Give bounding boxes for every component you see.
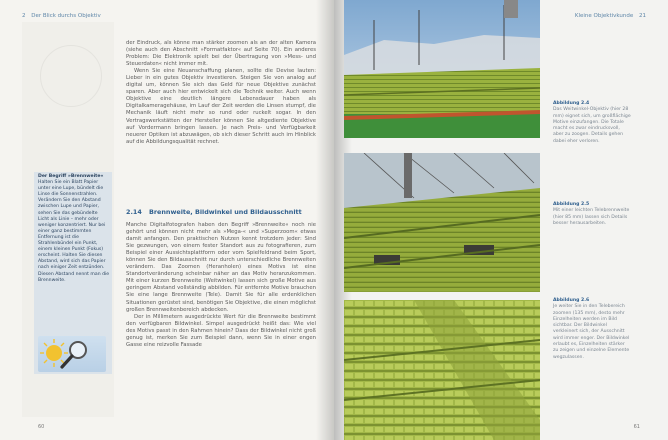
figure-caption-text: Je weiter Sie in den Telebereich zoomen (135 mm), desto mehr Einzelheiten werden im Bild sichtbar. Der Bildwinkel verkleinert sich, der Ausschnitt wird immer enger. Der Bildwinkel erlaubt es, Einzelheiten stärker zu zeigen und einzelne Elemente wegzulassen. — [553, 304, 630, 360]
paragraph: Wenn Sie eine Neuanschaffung planen, sollte die Devise lauten: Lieber in ein gutes Objektiv investieren. Steigen Sie von analog auf digital um, können Sie sich das Geld für neue Objektive zunächst sparen. Aber auch hier entwickelt sich die Technik weiter. Auch wenn Objektive eine deutlich längere Lebensdauer haben als Digitalkameragehäuse, im Lauf der Zeit werden die Linsen stumpf, die Mechanik läuft nicht mehr so rund oder ruckelt sogar. In den Vertragswerkstätten der Hersteller können Sie altgediente Objektive auf Vordermann bringen lassen. Je nach Preis- und Verfügbarkeit neuerer Optiken ist abzuwägen, ob sich dieser Schritt auch im Hinblick auf die Abbildungsqualität rechnet. — [126, 68, 316, 145]
stadium-photo-medium — [344, 153, 540, 292]
page-header-number: 21 — [639, 13, 646, 19]
running-head-left — [22, 13, 101, 19]
paragraph: Manche Digitalfotografen haben den Begriff »Brennweite« noch nie gehört und können nicht mehr als »Mega-« und »Superzoom« etwas damit anfangen. Den praktischen Nutzen kennt trotzdem jeder: Sind Sie gezwungen, von einem fester Standort aus zu fotografieren, zum Beispiel einer Aussichtsplattform oder vom Spielfeldrand beim Sport, können Sie den Bildausschnitt nur durch unterschiedliche Brennweiten verändern. Das Zoomen (Heranholen) eines Motivs ist eine Standortveränderung scheinbar näher an das Motiv heranzukommen. Mit einer kurzen Brennweite (Weitwinkel) lassen sich große Motive aus geringem Abstand vollständig abbilden. Für entfernte Motive brauchen Sie eine lange Brennweite (Tele). Damit Sie für alle erdenklichen Situationen gerüstet sind, benötigen Sie Objektive, die einen möglichst großen Brennweitenbereich abdecken. — [126, 222, 316, 313]
chapter-number: 2 — [22, 13, 26, 19]
stadium-photo-wide — [344, 0, 540, 138]
sidebar-text — [38, 174, 110, 284]
chapter-section-title: Kleine Objektivkunde — [574, 13, 634, 19]
figure-caption — [553, 101, 631, 145]
figure-label: Abbildung 2.4 — [553, 101, 590, 106]
stadium-photo-tele — [344, 300, 540, 440]
sun-and-magnifier-icon — [38, 336, 106, 372]
figure-caption-text: Das Weitwinkel-Objektiv (hier 28 mm) eignet sich, um großflächige Motive einzufangen. Die Totale macht es zwar eindrucksvoll, aber zu zoogen. Details gehen dabei eher verloren. — [553, 107, 631, 144]
paragraph: der Eindruck, als könne man stärker zoomen als an der alten Kamera (siehe auch den Abschnitt »Formatfaktor« auf Seite 70). Ein anderes Problem: Die Elektronik spielt bei der Übertragung von »Mess- und Steuerdaten« nicht immer mit. — [126, 40, 316, 68]
figure-caption — [553, 298, 631, 361]
body-text-section — [126, 222, 316, 349]
figure-label: Abbildung 2.5 — [553, 202, 590, 207]
figure-label: Abbildung 2.6 — [553, 298, 590, 303]
body-text-intro — [126, 40, 316, 146]
page-number-left: 60 — [38, 424, 45, 430]
sidebar-body: Halten Sie ein Blatt Papier unter eine Lupe, bündelt die Linse die Sonnenstrahlen. Verändern Sie den Abstand zwischen Lupe und Papier, sehen Sie das gebündelte Licht als Linie – mehr oder weniger konzentriert. Nur bei einer ganz bestimmten Entfernung ist die Strahlenbündel ein Punkt, einem kleinen Punkt (Fokus) erscheint. Halten Sie diesen Abstand, wird sich das Papier nach einiger Zeit entzünden. Diesen Abstand nennt man die Brennweite. — [38, 180, 110, 283]
section-title: Brennweite, Bildwinkel und Bildausschnitt — [149, 208, 302, 216]
page-number-right: 61 — [633, 424, 640, 430]
section-heading — [126, 208, 302, 216]
figure-caption-text: Mit einer leichten Telebrennweite (hier 85 mm) lassen sich Details besser herausarbeiten. — [553, 208, 630, 226]
compass-watermark-icon — [40, 45, 102, 107]
gutter-shadow-left — [316, 0, 334, 440]
running-head-right — [575, 13, 646, 19]
sidebar-title: Der Begriff »Brennweite« — [38, 174, 104, 179]
figure-caption — [553, 202, 631, 227]
section-number: 2.14 — [126, 208, 142, 216]
paragraph: Der in Millimetern ausgedrückte Wert für die Brennweite bestimmt den verfügbaren Bildwinkel. Simpel ausgedrückt heißt das: Wie viel des Motivs passt in den Rahmen hinein? Dass der Bildwinkel nicht groß genug ist, merken Sie zum Beispiel dann, wenn Sie in einer engen Gasse eine reizvolle Fassade — [126, 313, 316, 348]
chapter-title: Der Blick durchs Objektiv — [31, 13, 101, 19]
